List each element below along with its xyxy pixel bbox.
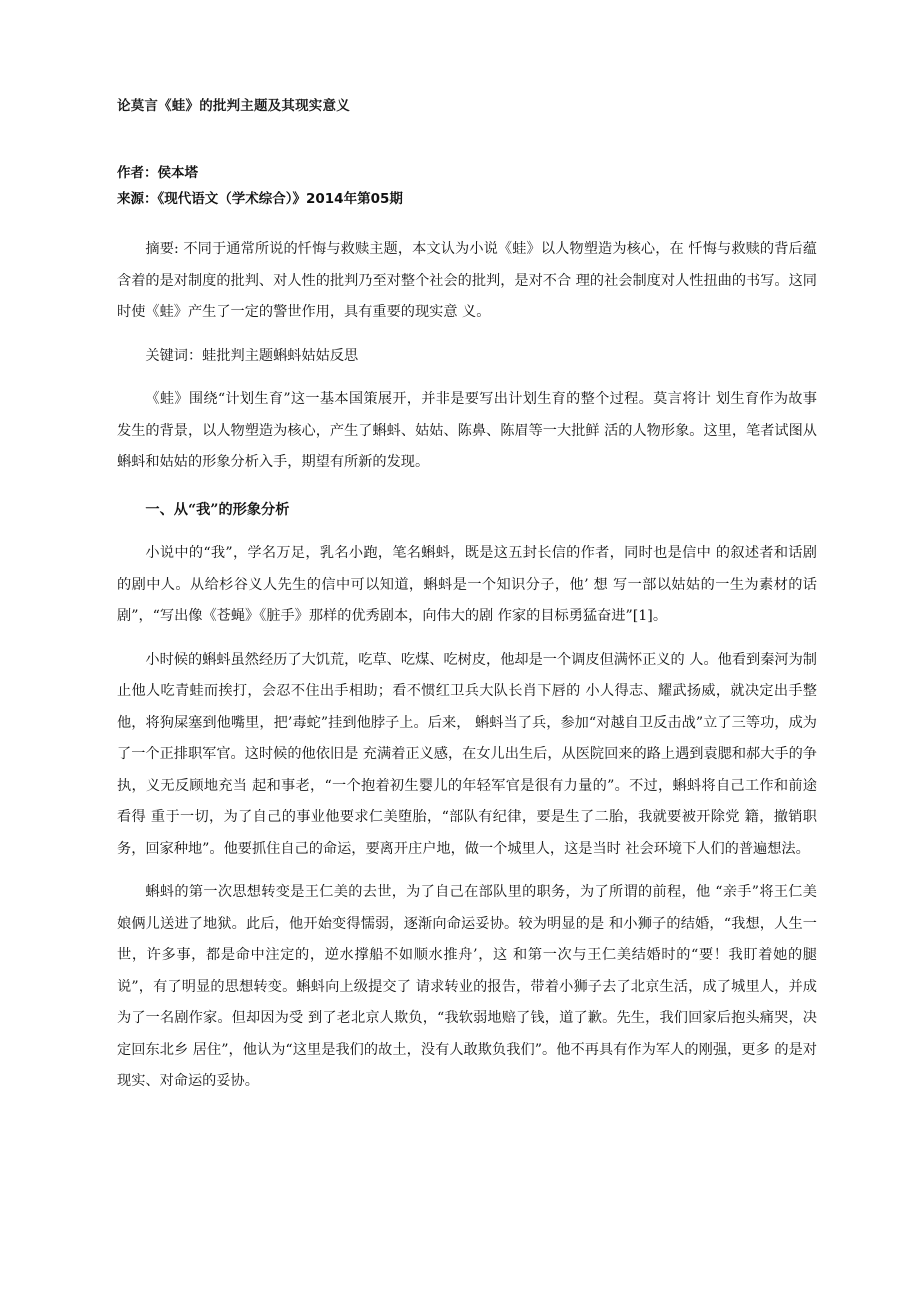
document-metadata	[117, 160, 817, 212]
document-content	[117, 96, 817, 1098]
source-line: 来源：《现代语文（学术综合）》2014年第05期	[117, 191, 403, 207]
intro-paragraph: 《蛙》围绕“计划生育”这一基本国策展开，并非是要写出计划生育的整个过程。莫言将计 划生育作为故事发生的背景，以人物塑造为核心，产生了蝌蚪、姑姑、陈鼻、陈眉等一大批鲜 活的人物形象。这里，笔者试图从蝌蚪和姑姑的形象分析入手，期望有所新的发现。	[117, 391, 817, 470]
body-paragraph-2: 小时候的蝌蚪虽然经历了大饥荒，吃草、吃煤、吃树皮，他却是一个调皮但满怀正义的 人。他看到秦河为制止他人吃青蛙而挨打，会忍不住出手相助；看不惯红卫兵大队长肖下唇的 小人得志、耀武扬威，就决定出手整他，将狗屎塞到他嘴里，把’毒蛇”挂到他脖子上。后来， 蝌蚪当了兵，参加“对越自卫反击战”立了三等功，成为了一个正排职军官。这时候的他依旧是 充满着正义感，在女儿出生后，从医院回来的路上遇到袁腮和郝大手的争执，义无反顾地充当 起和事老，“一个抱着初生婴儿的年轻军官是很有力量的”。不过，蝌蚪将自己工作和前途看得 重于一切，为了自己的事业他要求仁美堕胎，“部队有纪律，要是生了二胎，我就要被开除党 籍，撤销职务，回家种地”。他要抓住自己的命运，要离开庄户地，做一个城里人，这是当时 社会环境下人们的普遍想法。	[117, 651, 817, 857]
abstract-paragraph: 摘要: 不同于通常所说的忏悔与救赎主题，本文认为小说《蛙》以人物塑造为核心，在 忏悔与救赎的背后蕴含着的是对制度的批判、对人性的批判乃至对整个社会的批判，是对不合 理的社会制度对人性扭曲的书写。这同时使《蛙》产生了一定的警世作用，具有重要的现实意 义。	[117, 241, 817, 320]
page-title: 论莫言《蛙》的批判主题及其现实意义	[117, 98, 350, 114]
section-heading-1: 一、从“我”的形象分析	[145, 501, 290, 518]
keywords-paragraph: 关键词：蛙批判主题蝌蚪姑姑反思	[145, 347, 359, 364]
author-line: 作者：侯本塔	[117, 165, 198, 181]
body-paragraph-3: 蝌蚪的第一次思想转变是王仁美的去世，为了自己在部队里的职务，为了所谓的前程，他 “亲手”将王仁美娘俩儿送进了地狱。此后，他开始变得懦弱，逐渐向命运妥协。较为明显的是 和小狮子的结婚，“我想，人生一世，许多事，都是命中注定的，逆水撑船不如顺水推舟’，这 和第一次与王仁美结婚时的“要！我盯着她的腿说”，有了明显的思想转变。蝌蚪向上级提交了 请求转业的报告，带着小狮子去了北京生活，成了城里人，并成为了一名剧作家。但却因为受 到了老北京人欺负，“我软弱地赔了钱，道了歉。先生，我们回家后抱头痛哭，决定回东北乡 居住”，他认为“这里是我们的故土，没有人敢欺负我们”。他不再具有作为军人的刚强，更多 的是对现实、对命运的妥协。	[117, 884, 817, 1089]
body-paragraph-1: 小说中的“我”，学名万足，乳名小跑，笔名蝌蚪，既是这五封长信的作者，同时也是信中 的叙述者和话剧的剧中人。从给杉谷义人先生的信中可以知道，蝌蚪是一个知识分子，他’ 想 写一部以姑姑的一生为素材的话剧”，“写出像《苍蝇》《脏手》那样的优秀剧本，向伟大的剧 作家的目标勇猛奋进”[1]。	[117, 545, 817, 624]
